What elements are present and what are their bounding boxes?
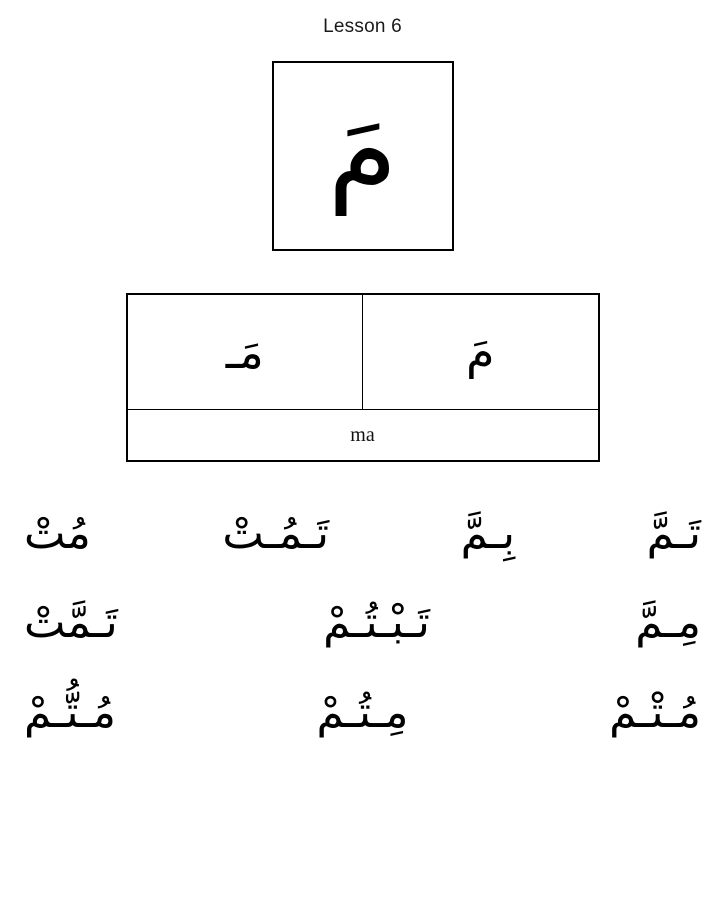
exercise-word: مُـتُّـمْ [24, 686, 116, 738]
table-row [127, 410, 599, 462]
exercise-word: مُتْ [24, 508, 91, 559]
exercise-word: مُـتْـمْ [609, 686, 701, 738]
letter-form-cell-initial [127, 294, 363, 410]
exercise-line-2 [14, 593, 711, 652]
transliteration-cell: ma [127, 410, 599, 462]
exercise-word: مِـمَّ [635, 597, 701, 649]
table-row [127, 294, 599, 410]
hero-letter-box [272, 61, 454, 251]
letter-forms-table [126, 293, 600, 462]
exercise-words [14, 504, 711, 742]
exercise-line-3 [14, 683, 711, 742]
exercise-line-1 [14, 504, 711, 563]
initial-form-glyph: مَـ [225, 325, 264, 379]
exercise-word: تَـمَّتْ [24, 597, 118, 649]
letter-form-cell-isolated [363, 294, 599, 410]
exercise-word: تَـمُـتْ [222, 508, 330, 559]
exercise-word: تَـمَّ [646, 508, 701, 559]
exercise-word: بِـمَّ [460, 508, 516, 559]
exercise-word: مِـتُـمْ [316, 686, 409, 738]
exercise-word: تَـبْـتُـمْ [323, 597, 430, 649]
isolated-form-glyph: مَ [466, 325, 495, 379]
page-title: Lesson 6 [323, 16, 402, 37]
lesson-page [0, 16, 725, 902]
hero-letter-glyph: مَ [327, 86, 398, 216]
